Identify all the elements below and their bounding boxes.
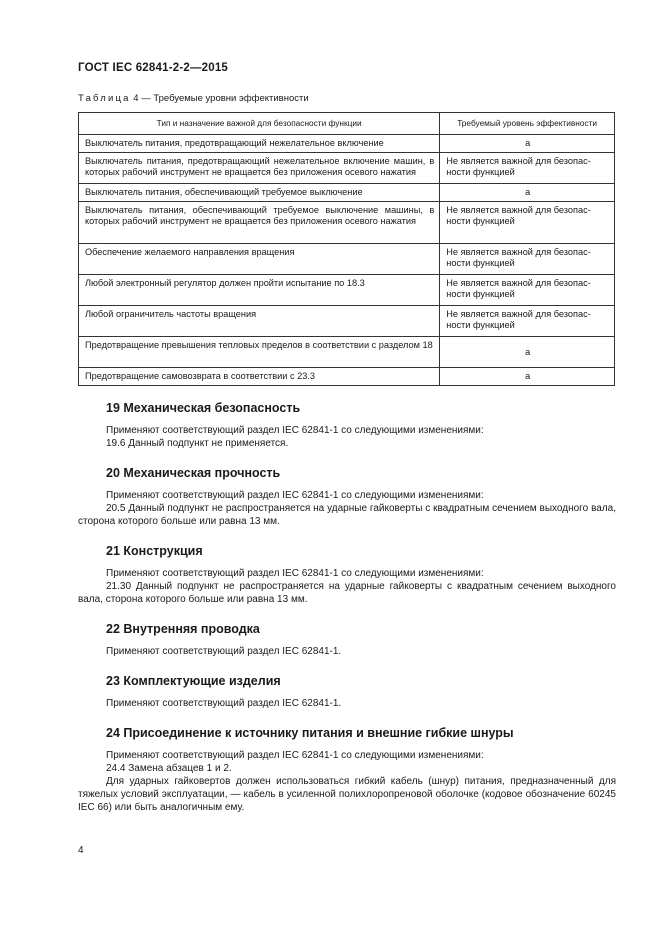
- table-caption-word: Таблица: [78, 93, 131, 104]
- level-cell: a: [440, 368, 615, 386]
- paragraph: Применяют соответствующий раздел IEC 62841-1 со следующими изменениями:: [106, 490, 484, 501]
- efficiency-levels-table: [78, 112, 615, 386]
- paragraph: Применяют соответствующий раздел IEC 62841-1.: [106, 646, 342, 657]
- function-cell: Обеспечение желаемого направления вращения: [79, 244, 440, 275]
- level-cell: Не является важной для безопасности функцией: [440, 202, 615, 244]
- function-cell: Любой электронный регулятор должен пройти испытание по 18.3: [79, 275, 440, 306]
- function-cell: Предотвращение превышения тепловых пределов в соответствии с разделом 18: [79, 337, 440, 368]
- column-header-function: Тип и назначение важной для безопасности функции: [79, 113, 440, 135]
- function-cell: Предотвращение самовозврата в соответствии с 23.3: [79, 368, 440, 386]
- paragraph: Применяют соответствующий раздел IEC 62841-1.: [106, 698, 342, 709]
- table-caption: [78, 93, 309, 104]
- section-21: [78, 543, 616, 606]
- table-row: [79, 153, 615, 184]
- table-row: [79, 337, 615, 368]
- section-title: 21 Конструкция: [106, 544, 203, 558]
- paragraph: Применяют соответствующий раздел IEC 62841-1 со следующими изменениями:: [106, 568, 484, 579]
- section-23: [78, 673, 616, 710]
- paragraph: Применяют соответствующий раздел IEC 62841-1 со следующими изменениями:: [106, 425, 484, 436]
- paragraph: 19.6 Данный подпункт не применяется.: [106, 438, 289, 449]
- function-cell: Любой ограничитель частоты вращения: [79, 306, 440, 337]
- level-cell: a: [440, 184, 615, 202]
- function-cell: Выключатель питания, обеспечивающий требуемое выключение машины, в которых рабочий инструмент не вращается без приложения осевого нажатия: [79, 202, 440, 244]
- level-cell: Не является важной для безопасности функцией: [440, 306, 615, 337]
- section-title: 24 Присоединение к источнику питания и внешние гибкие шнуры: [106, 726, 514, 740]
- section-24: [78, 725, 616, 814]
- table-row: [79, 368, 615, 386]
- function-cell: Выключатель питания, предотвращающий нежелательное включение: [79, 135, 440, 153]
- section-title: 20 Механическая прочность: [106, 466, 281, 480]
- level-cell: Не является важной для безопасности функцией: [440, 244, 615, 275]
- section-title: 23 Комплектующие изделия: [106, 674, 281, 688]
- paragraph: 24.4 Замена абзацев 1 и 2.: [106, 763, 232, 774]
- column-header-level: Требуемый уровень эффективности: [440, 113, 615, 135]
- section-title: 22 Внутренняя проводка: [106, 622, 260, 636]
- paragraph: 20.5 Данный подпункт не распространяется на ударные гайковерты с квадратным сечением выходного вала, сторона которого больше или равна 13 мм.: [78, 503, 616, 527]
- level-cell: Не является важной для безопасности функцией: [440, 153, 615, 184]
- section-19: [78, 400, 616, 450]
- standard-code: ГОСТ IEC 62841-2-2—2015: [78, 62, 229, 74]
- page-number: 4: [78, 845, 84, 856]
- section-22: [78, 621, 616, 658]
- function-cell: Выключатель питания, обеспечивающий требуемое выключение: [79, 184, 440, 202]
- table-header-row: [79, 113, 615, 135]
- level-cell: a: [440, 135, 615, 153]
- table-caption-text: 4 — Требуемые уровни эффективности: [130, 93, 309, 104]
- table-row: [79, 275, 615, 306]
- sections: [78, 400, 616, 814]
- table-row: [79, 306, 615, 337]
- section-title: 19 Механическая безопасность: [106, 401, 301, 415]
- table-row: [79, 244, 615, 275]
- paragraph: Применяют соответствующий раздел IEC 62841-1 со следующими изменениями:: [106, 750, 484, 761]
- paragraph: Для ударных гайковертов должен использоваться гибкий кабель (шнур) питания, предназначенный для тяжелых условий эксплуатации, — кабель в усиленной полихлоропреновой оболочке (кодовое обозначение 60245 IEC 66) или быть аналогичным ему.: [78, 776, 616, 813]
- table-row: [79, 202, 615, 244]
- function-cell: Выключатель питания, предотвращающий нежелательное включение машин, в которых рабочий инструмент не вращается без приложения осевого нажатия: [79, 153, 440, 184]
- table-row: [79, 184, 615, 202]
- level-cell: a: [440, 337, 615, 368]
- table-row: [79, 135, 615, 153]
- section-20: [78, 465, 616, 528]
- level-cell: Не является важной для безопасности функцией: [440, 275, 615, 306]
- paragraph: 21.30 Данный подпункт не распространяется на ударные гайковерты с квадратным сечением выходного вала, сторона которого больше или равна 13 мм.: [78, 581, 616, 605]
